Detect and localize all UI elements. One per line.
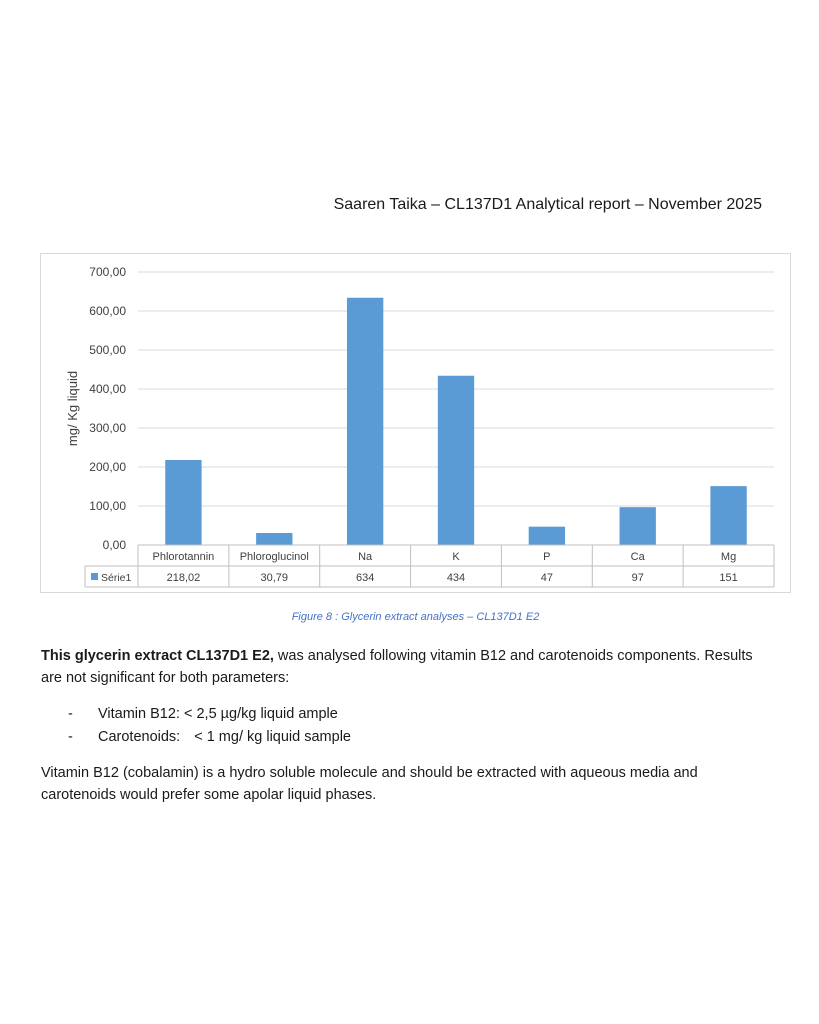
- data-label: 434: [446, 572, 466, 584]
- data-label: 97: [631, 572, 644, 584]
- category-label: Mg: [720, 551, 737, 563]
- bar: [529, 527, 565, 545]
- y-tick-label: 700,00: [89, 265, 126, 279]
- report-header: Saaren Taika – CL137D1 Analytical report – November 2025: [333, 196, 762, 213]
- y-axis-label: mg/ Kg liquid: [65, 370, 80, 447]
- results-list: [68, 703, 351, 749]
- category-label: Phlorotannin: [152, 551, 215, 563]
- y-tick-label: 0,00: [102, 538, 126, 552]
- bar-chart: [41, 254, 792, 594]
- figure-caption: Figure 8 : Glycerin extract analyses – CL137D1 E2: [291, 611, 540, 623]
- list-dash: -: [68, 706, 73, 722]
- y-tick-label: 200,00: [89, 460, 126, 474]
- data-label: 47: [540, 572, 553, 584]
- list-item: [68, 726, 351, 749]
- list-item-value: < 1 mg/ kg liquid sample: [194, 729, 351, 745]
- bar: [165, 460, 201, 545]
- data-label: 151: [719, 572, 738, 584]
- paragraph-intro-bold: This glycerin extract CL137D1 E2,: [41, 648, 274, 664]
- list-item: [68, 703, 351, 726]
- bar: [620, 507, 656, 545]
- legend-key: [91, 573, 98, 580]
- y-tick-label: 100,00: [89, 499, 126, 513]
- list-dash: -: [68, 729, 73, 745]
- category-label: Phloroglucinol: [239, 551, 309, 563]
- y-tick-label: 300,00: [89, 421, 126, 435]
- paragraph-intro: [41, 645, 771, 689]
- bar: [347, 298, 383, 545]
- list-item-value: < 2,5 µg/kg liquid ample: [183, 706, 338, 722]
- list-item-label: Carotenoids:: [98, 729, 181, 745]
- bar: [256, 533, 292, 545]
- bar: [438, 376, 474, 545]
- bar: [710, 486, 746, 545]
- y-tick-label: 400,00: [89, 382, 126, 396]
- list-item-label: Vitamin B12:: [98, 706, 180, 722]
- y-tick-label: 600,00: [89, 304, 126, 318]
- category-label: Na: [358, 551, 373, 563]
- chart-frame: [40, 253, 791, 593]
- paragraph-intro-rest: was analysed following vitamin B12 and carotenoids components. Results are not significant for both parameters:: [41, 648, 753, 686]
- y-tick-label: 500,00: [89, 343, 126, 357]
- data-label: 218,02: [166, 572, 201, 584]
- category-label: P: [543, 551, 551, 563]
- legend-label: Série1: [101, 572, 132, 584]
- data-label: 30,79: [260, 572, 289, 584]
- category-label: Ca: [630, 551, 645, 563]
- paragraph-conclusion: Vitamin B12 (cobalamin) is a hydro soluble molecule and should be extracted with aqueous media and carotenoids would prefer some apolar liquid phases.: [41, 765, 698, 803]
- data-label: 634: [355, 572, 375, 584]
- category-label: K: [452, 551, 460, 563]
